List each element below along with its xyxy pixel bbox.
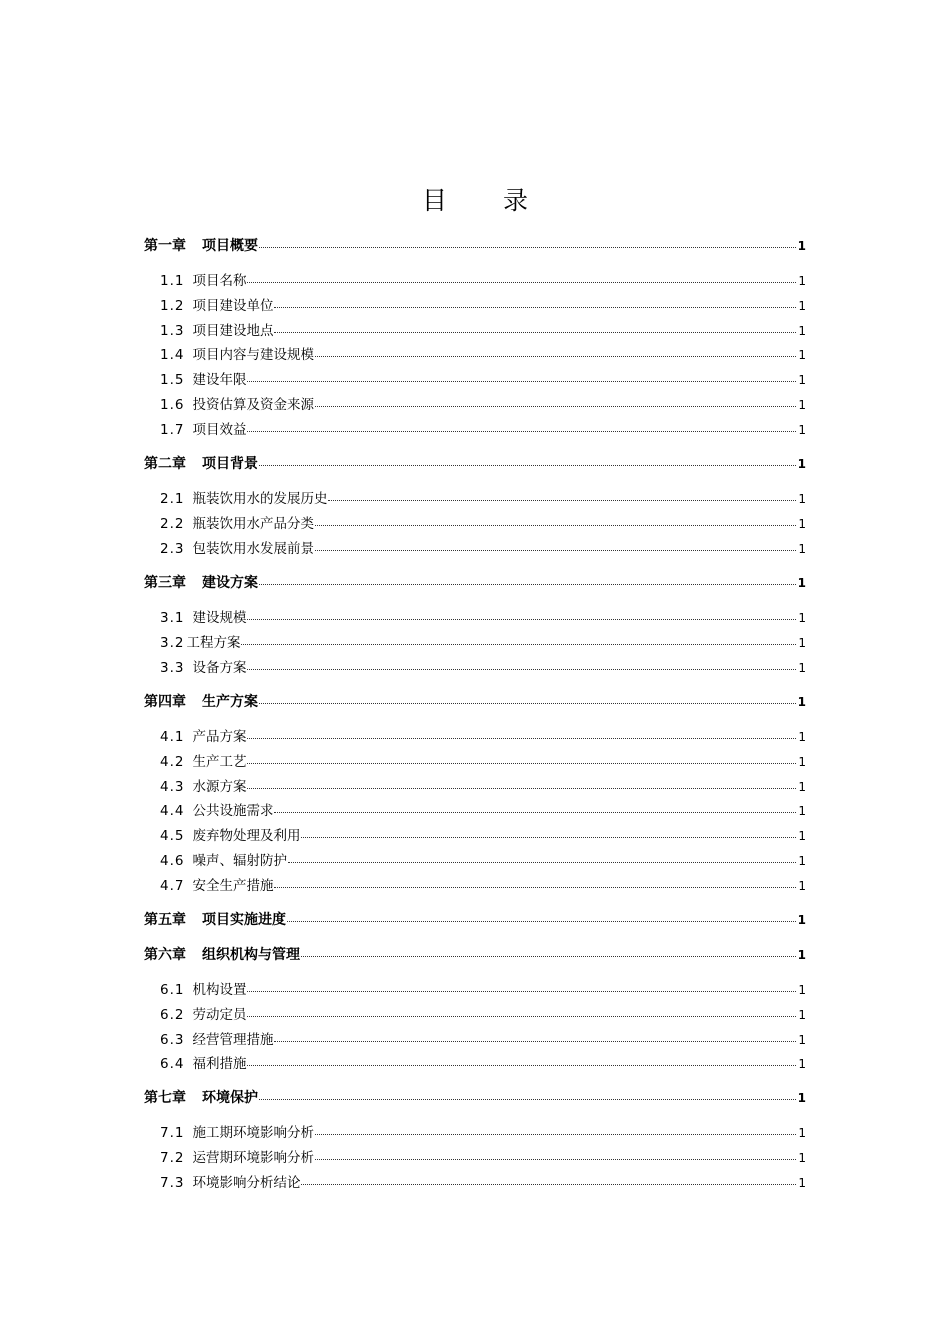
toc-page-number: 1 xyxy=(798,636,806,650)
toc-entry-number: 2.2 xyxy=(160,516,185,532)
toc-entry-title: 投资估算及资金来源 xyxy=(192,397,314,413)
toc-dot-leader xyxy=(274,1041,796,1042)
toc-entry-title: 生产方案 xyxy=(202,694,258,710)
toc-dot-leader xyxy=(274,307,796,308)
toc-page-number: 1 xyxy=(798,829,806,843)
toc-entry-number: 4.7 xyxy=(160,878,185,894)
toc-entry-number: 3.2 xyxy=(160,635,185,651)
toc-page-number: 1 xyxy=(798,274,806,288)
toc-dot-leader xyxy=(274,887,796,888)
toc-page-number: 1 xyxy=(797,948,806,962)
toc-entry-title: 公共设施需求 xyxy=(192,803,274,819)
toc-section-entry[interactable] xyxy=(160,777,806,797)
toc-chapter-entry[interactable] xyxy=(144,692,806,712)
toc-dot-leader xyxy=(259,1099,796,1100)
toc-section-entry[interactable] xyxy=(160,801,806,821)
toc-dot-leader xyxy=(247,619,796,620)
toc-entry-title: 瓶装饮用水的发展历史 xyxy=(192,491,328,507)
toc-entry-number: 6.2 xyxy=(160,1007,185,1023)
toc-section-entry[interactable] xyxy=(160,1054,806,1074)
toc-section-entry[interactable] xyxy=(160,851,806,871)
toc-entry-number: 1.7 xyxy=(160,422,185,438)
toc-section-entry[interactable] xyxy=(160,752,806,772)
toc-section-entry[interactable] xyxy=(160,727,806,747)
toc-section-entry[interactable] xyxy=(160,395,806,415)
toc-entry-number: 3.3 xyxy=(160,660,185,676)
toc-entry-number: 2.3 xyxy=(160,541,185,557)
toc-entry-number: 6.4 xyxy=(160,1056,185,1072)
toc-page-number: 1 xyxy=(798,492,806,506)
toc-entry-number: 4.1 xyxy=(160,729,185,745)
toc-page-number: 1 xyxy=(798,1151,806,1165)
toc-entry-title: 水源方案 xyxy=(192,779,247,795)
toc-page-number: 1 xyxy=(798,1126,806,1140)
toc-section-entry[interactable] xyxy=(160,633,806,653)
toc-section-entry[interactable] xyxy=(160,1030,806,1050)
toc-page-number: 1 xyxy=(797,695,806,709)
toc-page-number: 1 xyxy=(798,423,806,437)
toc-entry-number: 第一章 xyxy=(144,238,186,254)
toc-entry-title: 项目效益 xyxy=(192,422,247,438)
toc-dot-leader xyxy=(315,1159,796,1160)
toc-section-entry[interactable] xyxy=(160,370,806,390)
toc-entry-title: 项目建设地点 xyxy=(192,323,274,339)
toc-entry-title: 项目概要 xyxy=(202,238,258,254)
toc-dot-leader xyxy=(247,1065,796,1066)
toc-dot-leader xyxy=(247,788,796,789)
toc-section-entry[interactable] xyxy=(160,321,806,341)
toc-section-entry[interactable] xyxy=(160,489,806,509)
toc-page-number: 1 xyxy=(798,1176,806,1190)
toc-entry-number: 3.1 xyxy=(160,610,185,626)
toc-entry-title: 劳动定员 xyxy=(192,1007,247,1023)
toc-entry-title: 生产工艺 xyxy=(192,754,247,770)
page-title: 目 录 xyxy=(422,186,552,215)
toc-entry-number: 第二章 xyxy=(144,456,186,472)
toc-entry-number: 第五章 xyxy=(144,912,186,928)
toc-section-entry[interactable] xyxy=(160,876,806,896)
toc-dot-leader xyxy=(274,332,796,333)
toc-entry-title: 废弃物处理及利用 xyxy=(192,828,301,844)
toc-section-entry[interactable] xyxy=(160,608,806,628)
toc-section-entry[interactable] xyxy=(160,1148,806,1168)
toc-entry-number: 1.5 xyxy=(160,372,185,388)
toc-entry-title: 安全生产措施 xyxy=(192,878,274,894)
toc-chapter-entry[interactable] xyxy=(144,236,806,256)
toc-section-entry[interactable] xyxy=(160,1173,806,1193)
toc-dot-leader xyxy=(247,669,796,670)
toc-section-entry[interactable] xyxy=(160,1005,806,1025)
toc-entry-number: 第七章 xyxy=(144,1090,186,1106)
toc-entry-number: 第四章 xyxy=(144,694,186,710)
toc-section-entry[interactable] xyxy=(160,296,806,316)
toc-dot-leader xyxy=(247,991,796,992)
toc-entry-number: 2.1 xyxy=(160,491,185,507)
toc-dot-leader xyxy=(274,812,796,813)
toc-entry-number: 第六章 xyxy=(144,947,186,963)
toc-page-number: 1 xyxy=(798,854,806,868)
toc-entry-title: 项目建设单位 xyxy=(192,298,274,314)
toc-entry-title: 项目背景 xyxy=(202,456,258,472)
toc-entry-number: 1.6 xyxy=(160,397,185,413)
toc-entry-title: 施工期环境影响分析 xyxy=(192,1125,314,1141)
toc-dot-leader xyxy=(315,406,796,407)
toc-entry-number: 1.1 xyxy=(160,273,185,289)
toc-entry-number: 第三章 xyxy=(144,575,186,591)
toc-entry-title: 设备方案 xyxy=(192,660,247,676)
toc-entry-title: 产品方案 xyxy=(192,729,247,745)
toc-entry-title: 项目内容与建设规模 xyxy=(192,347,314,363)
toc-entry-title: 建设方案 xyxy=(202,575,258,591)
toc-entry-number: 7.2 xyxy=(160,1150,185,1166)
toc-section-entry[interactable] xyxy=(160,271,806,291)
toc-entry-title: 建设年限 xyxy=(192,372,247,388)
toc-page-number: 1 xyxy=(798,348,806,362)
toc-dot-leader xyxy=(247,763,796,764)
toc-entry-number: 6.1 xyxy=(160,982,185,998)
toc-page-number: 1 xyxy=(797,576,806,590)
toc-entry-number: 1.4 xyxy=(160,347,185,363)
toc-page-number: 1 xyxy=(797,1091,806,1105)
toc-page-number: 1 xyxy=(797,913,806,927)
toc-page-number: 1 xyxy=(798,542,806,556)
toc-entry-title: 福利措施 xyxy=(192,1056,247,1072)
toc-entry-title: 包装饮用水发展前景 xyxy=(192,541,314,557)
toc-section-entry[interactable] xyxy=(160,1123,806,1143)
toc-page-number: 1 xyxy=(797,457,806,471)
toc-page-number: 1 xyxy=(798,324,806,338)
toc-entry-title: 环境影响分析结论 xyxy=(192,1175,301,1191)
toc-dot-leader xyxy=(259,465,796,466)
toc-entry-title: 环境保护 xyxy=(202,1090,258,1106)
toc-entry-title: 建设规模 xyxy=(192,610,247,626)
toc-page-number: 1 xyxy=(798,373,806,387)
toc-page-number: 1 xyxy=(798,780,806,794)
toc-page-number: 1 xyxy=(798,661,806,675)
toc-dot-leader xyxy=(247,1016,796,1017)
toc-dot-leader xyxy=(315,356,796,357)
toc-dot-leader xyxy=(247,282,796,283)
toc-dot-leader xyxy=(315,525,796,526)
toc-page-number: 1 xyxy=(798,804,806,818)
toc-entry-number: 4.5 xyxy=(160,828,185,844)
toc-dot-leader xyxy=(288,862,796,863)
toc-page-number: 1 xyxy=(797,239,806,253)
toc-page-number: 1 xyxy=(798,517,806,531)
toc-entry-number: 4.3 xyxy=(160,779,185,795)
toc-dot-leader xyxy=(315,550,796,551)
toc-section-entry[interactable] xyxy=(160,658,806,678)
toc-entry-title: 机构设置 xyxy=(192,982,247,998)
toc-entry-number: 4.6 xyxy=(160,853,185,869)
toc-dot-leader xyxy=(259,584,796,585)
toc-chapter-entry[interactable] xyxy=(144,454,806,474)
toc-page-number: 1 xyxy=(798,1057,806,1071)
toc-entry-number: 7.3 xyxy=(160,1175,185,1191)
toc-section-entry[interactable] xyxy=(160,345,806,365)
toc-entry-title: 项目实施进度 xyxy=(202,912,286,928)
toc-dot-leader xyxy=(301,956,796,957)
toc-dot-leader xyxy=(315,1134,796,1135)
toc-entry-number: 4.2 xyxy=(160,754,185,770)
toc-entry-title: 组织机构与管理 xyxy=(202,947,300,963)
toc-section-entry[interactable] xyxy=(160,514,806,534)
toc-dot-leader xyxy=(328,500,796,501)
toc-entry-number: 6.3 xyxy=(160,1032,185,1048)
toc-dot-leader xyxy=(247,738,796,739)
toc-page-number: 1 xyxy=(798,983,806,997)
toc-dot-leader xyxy=(259,703,796,704)
toc-page-number: 1 xyxy=(798,1008,806,1022)
toc-page-number: 1 xyxy=(798,1033,806,1047)
toc-dot-leader xyxy=(259,247,796,248)
toc-entry-title: 运营期环境影响分析 xyxy=(192,1150,314,1166)
toc-entry-number: 1.2 xyxy=(160,298,185,314)
toc-section-entry[interactable] xyxy=(160,420,806,440)
toc-dot-leader xyxy=(241,644,796,645)
toc-entry-number: 4.4 xyxy=(160,803,185,819)
toc-page-number: 1 xyxy=(798,611,806,625)
toc-entry-title: 噪声、辐射防护 xyxy=(192,853,287,869)
toc-chapter-entry[interactable] xyxy=(144,945,806,965)
toc-section-entry[interactable] xyxy=(160,980,806,1000)
toc-dot-leader xyxy=(301,837,796,838)
toc-page-number: 1 xyxy=(798,398,806,412)
toc-dot-leader xyxy=(247,381,796,382)
toc-dot-leader xyxy=(301,1184,796,1185)
toc-chapter-entry[interactable] xyxy=(144,573,806,593)
toc-entry-title: 项目名称 xyxy=(192,273,247,289)
toc-chapter-entry[interactable] xyxy=(144,1088,806,1108)
toc-entry-number: 1.3 xyxy=(160,323,185,339)
toc-page-number: 1 xyxy=(798,299,806,313)
toc-entry-title: 经营管理措施 xyxy=(192,1032,274,1048)
toc-page-number: 1 xyxy=(798,755,806,769)
toc-page-number: 1 xyxy=(798,730,806,744)
toc-entry-number: 7.1 xyxy=(160,1125,185,1141)
toc-page-number: 1 xyxy=(798,879,806,893)
toc-section-entry[interactable] xyxy=(160,539,806,559)
toc-chapter-entry[interactable] xyxy=(144,910,806,930)
toc-section-entry[interactable] xyxy=(160,826,806,846)
toc-entry-title: 瓶装饮用水产品分类 xyxy=(192,516,314,532)
toc-dot-leader xyxy=(247,431,796,432)
toc-dot-leader xyxy=(287,921,796,922)
toc-entry-title: 工程方案 xyxy=(186,635,241,651)
